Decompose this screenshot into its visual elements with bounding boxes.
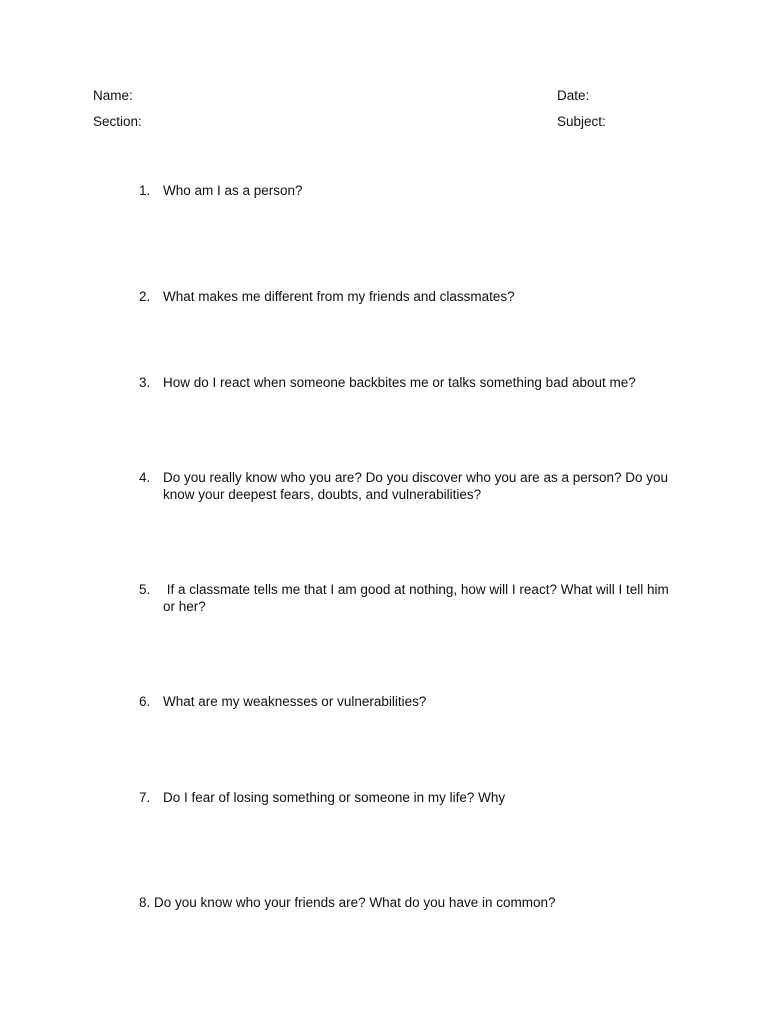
question-text: Who am I as a person?	[163, 183, 303, 198]
question-item	[139, 693, 684, 710]
question-number: 3.	[139, 375, 151, 390]
question-item	[139, 374, 684, 391]
subject-label: Subject:	[557, 114, 606, 129]
question-number: 5.	[139, 582, 151, 597]
question-text: How do I react when someone backbites me or talks something bad about me?	[163, 375, 636, 390]
question-number: 1.	[139, 183, 151, 198]
question-number: 6.	[139, 694, 151, 709]
question-text: Do you really know who you are? Do you discover who you are as a person? Do you know your deepest fears, doubts, and vulnerabilities?	[163, 470, 669, 502]
question-item	[139, 288, 684, 305]
question-text: What are my weaknesses or vulnerabilities?	[163, 694, 427, 709]
name-label: Name:	[93, 88, 133, 103]
question-item	[139, 581, 674, 615]
question-item	[139, 469, 674, 503]
question-number: 4.	[139, 470, 151, 485]
question-text: Do I fear of losing something or someone in my life? Why	[163, 790, 506, 805]
section-label: Section:	[93, 114, 142, 129]
question-item	[139, 894, 684, 911]
question-item	[139, 182, 684, 199]
date-label: Date:	[557, 88, 590, 103]
question-text: What makes me different from my friends and classmates?	[163, 289, 515, 304]
question-text: Do you know who your friends are? What do you have in common?	[154, 895, 556, 910]
question-text: If a classmate tells me that I am good at nothing, how will I react? What will I tell him or her?	[163, 582, 673, 614]
question-number: 8.	[139, 895, 151, 910]
question-number: 2.	[139, 289, 151, 304]
question-item	[139, 789, 684, 806]
question-number: 7.	[139, 790, 151, 805]
